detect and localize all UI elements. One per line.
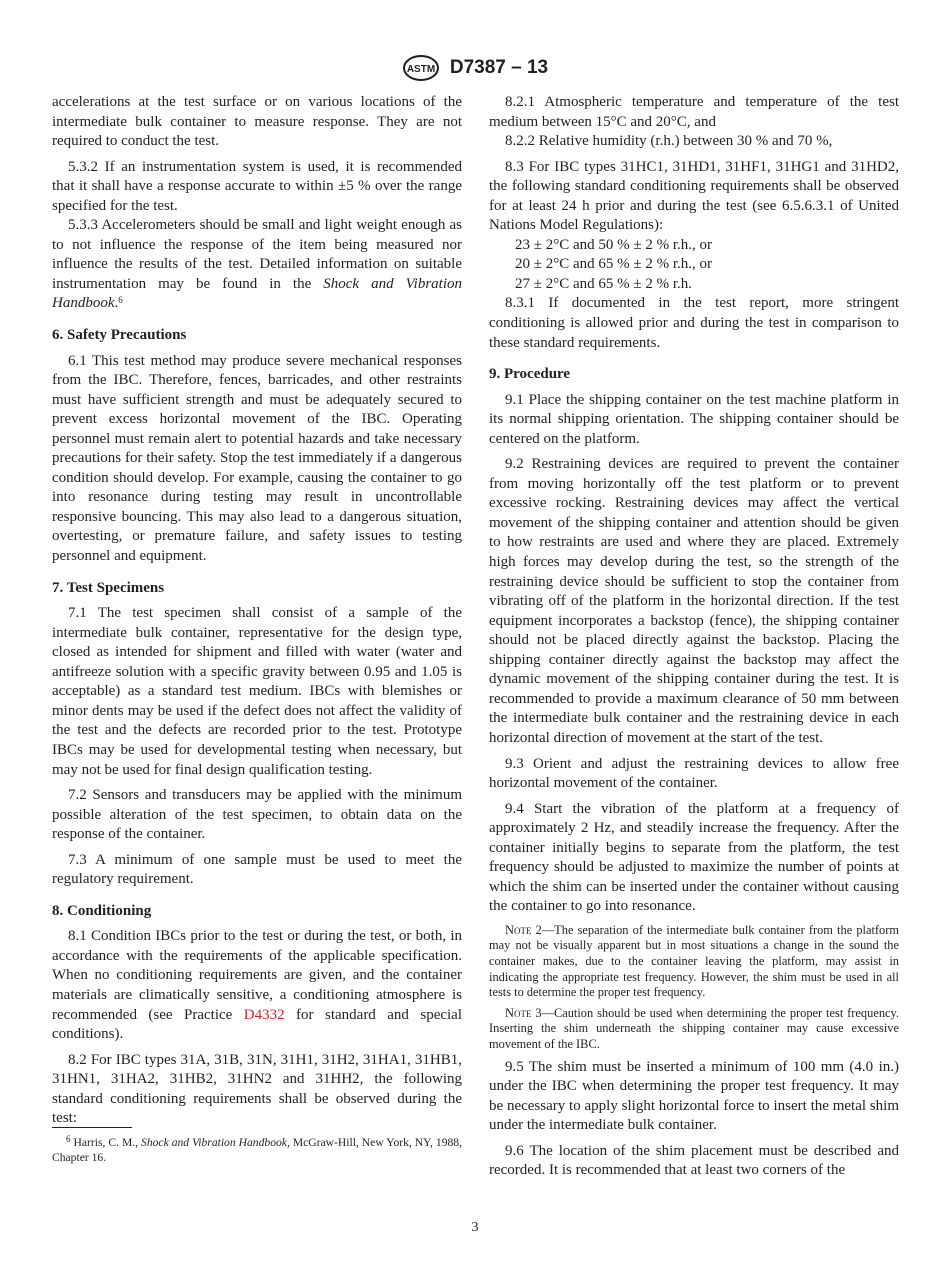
paragraph xyxy=(489,158,899,236)
paragraph xyxy=(52,158,462,217)
paragraph xyxy=(489,132,899,152)
text-run: 5.3.2 If an instrumentation system is used, it is recommended that it shall have a response accurate to within ±5 % over the range specified for the test. xyxy=(52,158,462,214)
paragraph xyxy=(52,927,462,1044)
paragraph xyxy=(489,391,899,450)
condition-line xyxy=(489,255,899,275)
text-run: 7. Test Specimens xyxy=(52,579,165,596)
text-run: 9.3 Orient and adjust the restraining devices to allow free horizontal movement of the container. xyxy=(489,755,899,792)
paragraph xyxy=(489,455,899,748)
text-run: 5.3.3 Accelerometers should be small and light weight enough as to not influence the response of the item being measured nor influence the results of the test. Detailed information on suitable instrumentation may be found in the xyxy=(52,217,462,292)
text-run: 6. Safety Precautions xyxy=(52,327,187,344)
text-run: , McGraw-Hill, New York, NY, 1988, Chapter 16. xyxy=(52,1136,462,1164)
paragraph xyxy=(52,851,462,890)
paragraph xyxy=(489,93,899,132)
text-run: 8.3.1 If documented in the test report, more stringent conditioning is allowed prior and during the test in comparison to these standard requirements. xyxy=(489,295,899,351)
paragraph xyxy=(52,1051,462,1129)
text-run: 7.2 Sensors and transducers may be applied with the minimum possible alteration of the test specimen, to obtain data on the response of the container. xyxy=(52,787,462,843)
note-paragraph xyxy=(489,923,899,1001)
condition-line xyxy=(489,236,899,256)
page-number: 3 xyxy=(471,1220,479,1235)
section-heading xyxy=(52,579,462,599)
text-run: 3—Caution should be used when determining the proper test frequency. Inserting the shim underneath the shipping container may cause excessive movement of the IBC. xyxy=(489,1005,899,1052)
paragraph xyxy=(489,800,899,917)
condition-line xyxy=(489,275,899,295)
text-run: 8.3 For IBC types 31HC1, 31HD1, 31HF1, 31HG1 and 31HD2, the following standard conditioning requirements shall be observed for at least 24 h prior and during the test (see 6.5.6.3.1 of United Nations Model Regulations): xyxy=(489,158,899,234)
italic-title: Shock and Vibration Handbook xyxy=(141,1136,287,1149)
text-run: 9.2 Restraining devices are required to prevent the container from moving horizontally off the test platform or to prevent excessive rocking. Restraining devices may affect the vertical movement of the shipping container and attention should be given to how restraints are used and where they are placed. Extremely high forces may develop during the test, so the strength of the restraining device should be sufficient to stop the container from vibrating off of the platform in the horizontal direction. If the test equipment incorporates a backstop (fence), the shipping container should not be placed directly against the backstop. Placing the shipping container directly against the backstop may affect the dynamic movement of the shipping container during the test. It is recommended to provide a maximum clearance of 50 mm between the intermediate bulk container and the restraining device in each horizontal direction of movement at the start of the test. xyxy=(489,456,899,746)
footnote-ref: 6 xyxy=(66,1134,71,1144)
note-paragraph xyxy=(489,1006,899,1053)
paragraph xyxy=(489,1058,899,1136)
svg-text:ASTM: ASTM xyxy=(406,64,436,75)
text-run: 6.1 This test method may produce severe mechanical responses from the IBC. Therefore, fences, barricades, and other restraints must have sufficient strength and must be adequately secured to prevent excess horizontal movement of the IBC. Operating personnel must remain alert to potential hazards and take necessary precautions for their safety. Stop the test immediately if a dangerous condition should develop. For example, causing the container to go into resonance during testing may result in uncontrollable responsive bouncing. This may also lead to a dangerous situation, overtesting, or premature failure, and safety issues to testing personnel and equipment. xyxy=(52,352,462,565)
standard-designation: D7387 – 13 xyxy=(449,57,549,78)
text-run: Harris, C. M., xyxy=(70,1136,142,1149)
footnote xyxy=(52,1135,462,1165)
text-run: 8. Conditioning xyxy=(52,902,152,919)
footnote-divider xyxy=(52,1127,132,1128)
text-run: 9.1 Place the shipping container on the test machine platform in its normal shipping orientation. The shipping container should be centered on the platform. xyxy=(489,391,899,447)
text-run: 7.1 The test specimen shall consist of a sample of the intermediate bulk container, representative for the design type, closed as intended for shipment and filled with water (water and antifreeze solution with a specific gravity between 0.95 and 1.05 is acceptable) as a standard test medium. IBCs with blemishes or minor dents may be used if the defect does not affect the validity of the test and the defects are recorded prior to the test. Prototype IBCs may be used for developmental testing when necessary, but may not be used for final design qualification testing. xyxy=(52,605,462,778)
text-run: for standard and special conditions). xyxy=(52,1006,463,1043)
left-column xyxy=(52,93,462,1135)
text-run: 2—The separation of the intermediate bulk container from the platform may not be visually apparent but in most situations a change in the sound the container makes, due to the container leaving the platform, may assist in indicating the appropriate test frequency. However, the shim must be used in all tests to determine the proper test frequency. xyxy=(489,922,899,1000)
text-run: 8.2.2 Relative humidity (r.h.) between 30 % and 70 %, xyxy=(505,133,833,150)
section-heading xyxy=(489,365,899,385)
text-run: 20 ± 2°C and 65 % ± 2 % r.h., or xyxy=(515,256,713,273)
text-run: accelerations at the test surface or on various locations of the intermediate bulk container to measure response. They are not required to conduct the test. xyxy=(52,94,462,150)
text-run: 7.3 A minimum of one sample must be used to meet the regulatory requirement. xyxy=(52,851,462,888)
text-run: 8.2.1 Atmospheric temperature and temperature of the test medium between 15°C and 20°C, and xyxy=(489,94,899,130)
astm-logo-icon xyxy=(402,55,440,81)
italic-title: Shock and Vibration Handbook xyxy=(52,275,462,312)
standard-link[interactable]: D4332 xyxy=(243,1006,285,1023)
text-run: . xyxy=(114,295,119,312)
paragraph xyxy=(489,1142,899,1181)
right-column xyxy=(489,93,899,1187)
text-run: 9.6 The location of the shim placement must be described and recorded. It is recommended that at least two corners of the xyxy=(489,1142,899,1179)
text-run: 9. Procedure xyxy=(489,366,571,383)
paragraph xyxy=(52,786,462,845)
note-label: Note xyxy=(505,1005,532,1020)
paragraph xyxy=(52,216,462,314)
note-label: Note xyxy=(505,922,532,937)
text-run: 9.4 Start the vibration of the platform at a frequency of approximately 2 Hz, and steadily increase the frequency. After the container initially begins to separate from the platform, the test frequency should be adjusted to maximize the number of points at which the shim can be inserted under the container without causing the container to go into resonance. xyxy=(489,800,899,915)
text-run: 27 ± 2°C and 65 % ± 2 % r.h. xyxy=(515,275,693,292)
paragraph xyxy=(52,604,462,780)
section-heading xyxy=(52,326,462,346)
page-header xyxy=(0,55,950,85)
text-run: 23 ± 2°C and 50 % ± 2 % r.h., or xyxy=(515,236,713,253)
paragraph xyxy=(489,755,899,794)
text-run: 9.5 The shim must be inserted a minimum of 100 mm (4.0 in.) under the IBC when determining the proper test frequency. It may be necessary to apply slight horizontal force to insert the metal shim under the intermediate bulk container. xyxy=(489,1058,899,1134)
paragraph xyxy=(52,352,462,567)
paragraph xyxy=(52,93,462,152)
paragraph xyxy=(489,294,899,353)
text-run: 8.2 For IBC types 31A, 31B, 31N, 31H1, 31H2, 31HA1, 31HB1, 31HN1, 31HA2, 31HB2, 31HN2 and 31HH2, the following standard conditioning requirements shall be observed during the test: xyxy=(52,1051,462,1127)
footnote-ref: 6 xyxy=(118,295,123,306)
section-heading xyxy=(52,902,462,922)
text-run: 8.1 Condition IBCs prior to the test or during the test, or both, in accordance with the requirements of the applicable specification. When no conditioning requirements are given, and the container materials are climatically sensitive, a conditioning atmosphere is recommended (see Practice xyxy=(52,928,462,1023)
